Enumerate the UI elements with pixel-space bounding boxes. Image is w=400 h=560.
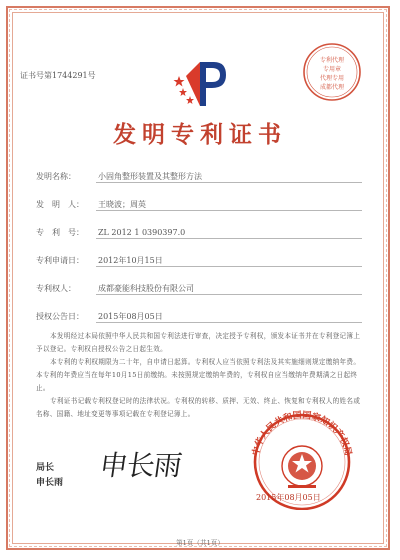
field-underline [96,294,362,295]
field-value: 2012年10月15日 [98,256,163,265]
field-value: 王晓波；周英 [98,200,146,209]
paragraph: 本发明经过本局依照中华人民共和国专利法进行审查，决定授予专利权，颁发本证书并在专利登记簿上予以登记。专利权自授权公告之日起生效。 [36,332,361,353]
field-value: 成都豪能科技股份有限公司 [98,284,194,293]
svg-text:中华人民共和国国家知识产权局 [249,409,353,457]
field-inventor [36,199,146,210]
seal-text: 中华人民共和国国家知识产权局 [251,410,353,457]
field-label: 专利申请日： [36,256,84,265]
stamp-line-3: 代理专用 [319,75,345,82]
certificate-number: 证书号第1744291号 [20,71,96,80]
director-signature: 申长雨 [97,449,184,482]
paragraph: 本专利的专利权期限为二十年，自申请日起算。专利权人应当依照专利法及其实施细则规定缴纳年费。本专利的年费应当在每年10月15日前缴纳。未按照规定缴纳年费的，专利权自应当缴纳年费期满之日起终止。 [36,358,361,392]
stamp-line-4: 成都代理 [319,84,345,91]
patent-office-logo [170,56,232,110]
paragraph: 专利证书记载专利权登记时的法律状况。专利权的转移、质押、无效、终止、恢复和专利权人的姓名或名称、国籍、地址变更等事项记载在专利登记簿上。 [36,397,361,418]
field-label: 授权公告日： [36,312,84,321]
field-value: 小固角整形装置及其整形方法 [98,172,202,181]
field-value: 2015年08月05日 [98,312,163,321]
field-label: 专利权人： [36,284,76,293]
field-label: 发明名称： [36,172,76,181]
director-name: 申长雨 [36,478,64,488]
field-label: 专 利 号： [36,228,84,237]
field-invention-name [36,171,202,182]
field-application-date [36,255,163,266]
field-grant-date [36,311,163,322]
field-patentee [36,283,194,294]
field-underline [96,238,362,239]
field-underline [96,182,362,183]
field-underline [96,322,362,323]
field-underline [96,266,362,267]
director-title: 局长 [36,463,55,473]
field-label: 发 明 人： [36,200,84,209]
agency-stamp [300,40,364,104]
stamp-line-2: 专用章 [322,66,342,73]
field-underline [96,210,362,211]
stamp-line-1: 专利代理 [319,57,345,64]
certificate-title: 发明专利证书 [113,121,287,148]
field-patent-number [36,227,185,238]
page-footer: 第1页（共1页） [176,539,224,547]
field-value: ZL 2012 1 0390397.0 [98,228,186,237]
seal-date: 2015年08月05日 [256,493,321,502]
